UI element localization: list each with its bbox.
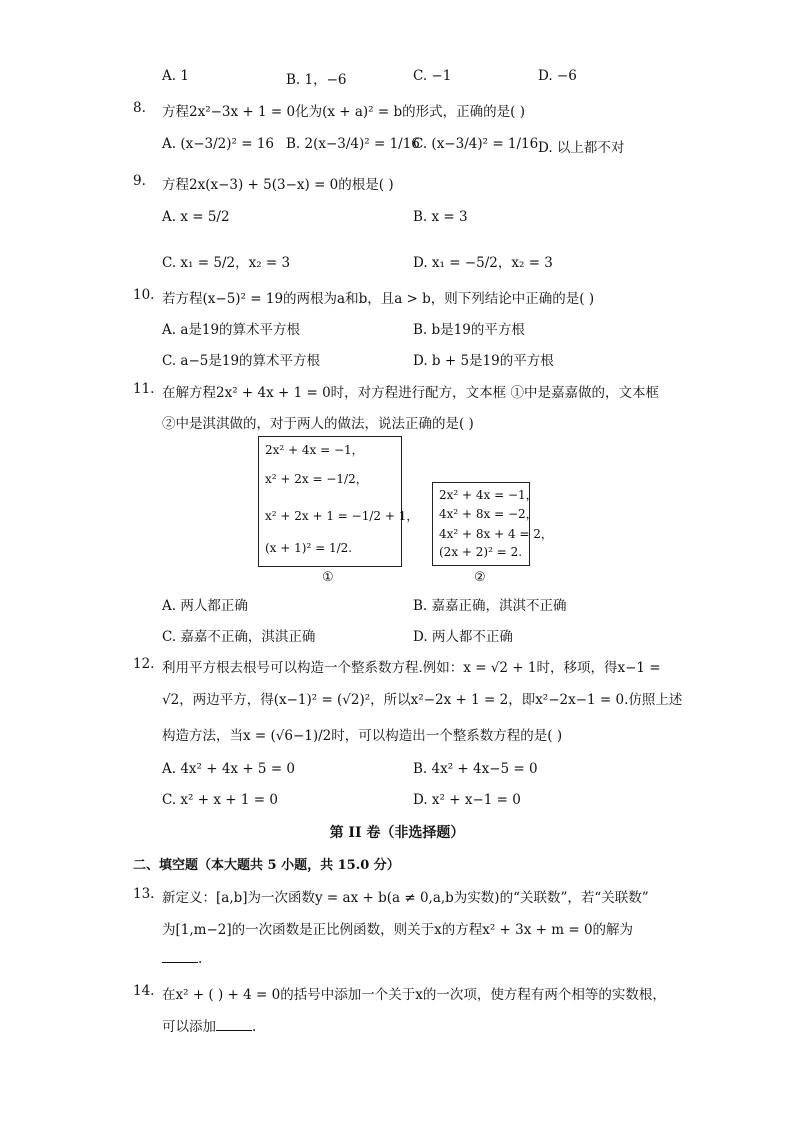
q9-option-d: D. x₁ = −5/2，x₂ = 3	[413, 255, 553, 271]
q10-option-c: C. a−5是19的算术平方根	[162, 353, 321, 369]
q8-option-d: D. 以上都不对	[538, 140, 625, 156]
q11-number: 11.	[133, 381, 155, 397]
q10-option-b: B. b是19的平方根	[413, 322, 525, 338]
q14-number: 14.	[133, 983, 155, 999]
q14-text-line2-lead: 可以添加	[162, 1019, 216, 1035]
q12-text-line1: 利用平方根去根号可以构造一个整系数方程.例如：x = √2 + 1时，移项，得x−1 =	[162, 660, 661, 676]
q13-answer-blank[interactable]	[162, 950, 198, 963]
q9-number: 9.	[133, 173, 146, 189]
q12-option-d: D. x² + x−1 = 0	[413, 792, 521, 808]
box2-line-2: 4x² + 8x = −2，	[439, 507, 538, 521]
q10-text: 若方程(x−5)² = 19的两根为a和b，且a > b，则下列结论中正确的是( )	[162, 291, 595, 307]
q8-number: 8.	[133, 100, 146, 116]
box1-line-1: 2x² + 4x = −1，	[265, 443, 364, 457]
q12-text-line3: 构造方法，当x = (√6−1)/2时，可以构造出一个整系数方程的是( )	[162, 728, 563, 744]
box2-line-1: 2x² + 4x = −1，	[439, 488, 538, 502]
q12-option-c: C. x² + x + 1 = 0	[162, 792, 278, 808]
q7-option-a: A. 1	[162, 68, 189, 84]
q12-option-a: A. 4x² + 4x + 5 = 0	[162, 761, 296, 777]
q9-option-b: B. x = 3	[413, 209, 468, 225]
q11-option-a: A. 两人都正确	[162, 598, 248, 614]
q12-option-b: B. 4x² + 4x−5 = 0	[413, 761, 538, 777]
q14-answer-blank[interactable]	[216, 1018, 252, 1031]
box1-line-4: (x + 1)² = 1/2.	[265, 541, 353, 555]
q13-answer-line	[162, 950, 202, 967]
q14-period: .	[252, 1019, 257, 1035]
box2-line-3: 4x² + 8x + 4 = 2，	[439, 527, 553, 541]
q10-number: 10.	[133, 287, 155, 303]
q11-option-b: B. 嘉嘉正确，淇淇不正确	[413, 598, 567, 614]
q7-option-b: B. 1，−6	[286, 72, 347, 88]
qiqi-solution-box	[432, 482, 553, 566]
q13-text-line1: 新定义：[a,b]为一次函数y = ax + b(a ≠ 0,a,b为实数)的“关联数”，若“关联数”	[162, 890, 649, 906]
q11-text-line2: ②中是淇淇做的，对于两人的做法，说法正确的是( )	[162, 416, 474, 432]
box2-line-4: (2x + 2)² = 2.	[439, 545, 523, 559]
q10-option-d: D. b + 5是19的平方根	[413, 353, 554, 369]
q8-option-c: C. (x−3/4)² = 1/16	[413, 136, 539, 152]
fill-in-section-heading: 二、填空题（本大题共 5 小题，共 15.0 分）	[133, 858, 400, 873]
box2-label: ②	[474, 570, 486, 585]
q12-number: 12.	[133, 656, 155, 672]
q13-number: 13.	[133, 886, 155, 902]
q11-option-d: D. 两人都不正确	[413, 629, 513, 645]
q7-option-c: C. −1	[413, 68, 452, 84]
box1-line-2: x² + 2x = −1/2，	[265, 472, 368, 486]
q9-text: 方程2x(x−3) + 5(3−x) = 0的根是( )	[162, 177, 394, 193]
q14-text-line2	[162, 1015, 256, 1035]
part2-title: 第 II 卷（非选择题）	[329, 825, 465, 841]
q8-text: 方程2x²−3x + 1 = 0化为(x + a)² = b的形式，正确的是( )	[162, 104, 525, 120]
q11-text-line1: 在解方程2x² + 4x + 1 = 0时，对方程进行配方，文本框 ①中是嘉嘉做的，文本框	[162, 385, 659, 401]
jiajia-solution-box	[258, 436, 419, 567]
q11-option-c: C. 嘉嘉不正确，淇淇正确	[162, 629, 316, 645]
q14-text-line1: 在x² + ( ) + 4 = 0的括号中添加一个关于x的一次项，使方程有两个相等的实数根，	[162, 987, 666, 1003]
q10-option-a: A. a是19的算术平方根	[162, 322, 301, 338]
q9-option-a: A. x = 5/2	[162, 209, 230, 225]
q8-option-a: A. (x−3/2)² = 16	[162, 136, 275, 152]
q8-option-b: B. 2(x−3/4)² = 1/16	[286, 136, 420, 152]
q13-period: .	[198, 951, 203, 967]
q13-text-line2: 为[1,m−2]的一次函数是正比例函数，则关于x的方程x² + 3x + m = 0的解为	[162, 922, 634, 938]
q9-option-c: C. x₁ = 5/2，x₂ = 3	[162, 255, 291, 271]
q12-text-line2: √2，两边平方，得(x−1)² = (√2)²，所以x²−2x + 1 = 2，即x²−2x−1 = 0.仿照上述	[162, 692, 683, 708]
box1-label: ①	[322, 570, 334, 585]
box1-line-3: x² + 2x + 1 = −1/2 + 1，	[265, 509, 419, 523]
q7-option-d: D. −6	[538, 68, 577, 84]
